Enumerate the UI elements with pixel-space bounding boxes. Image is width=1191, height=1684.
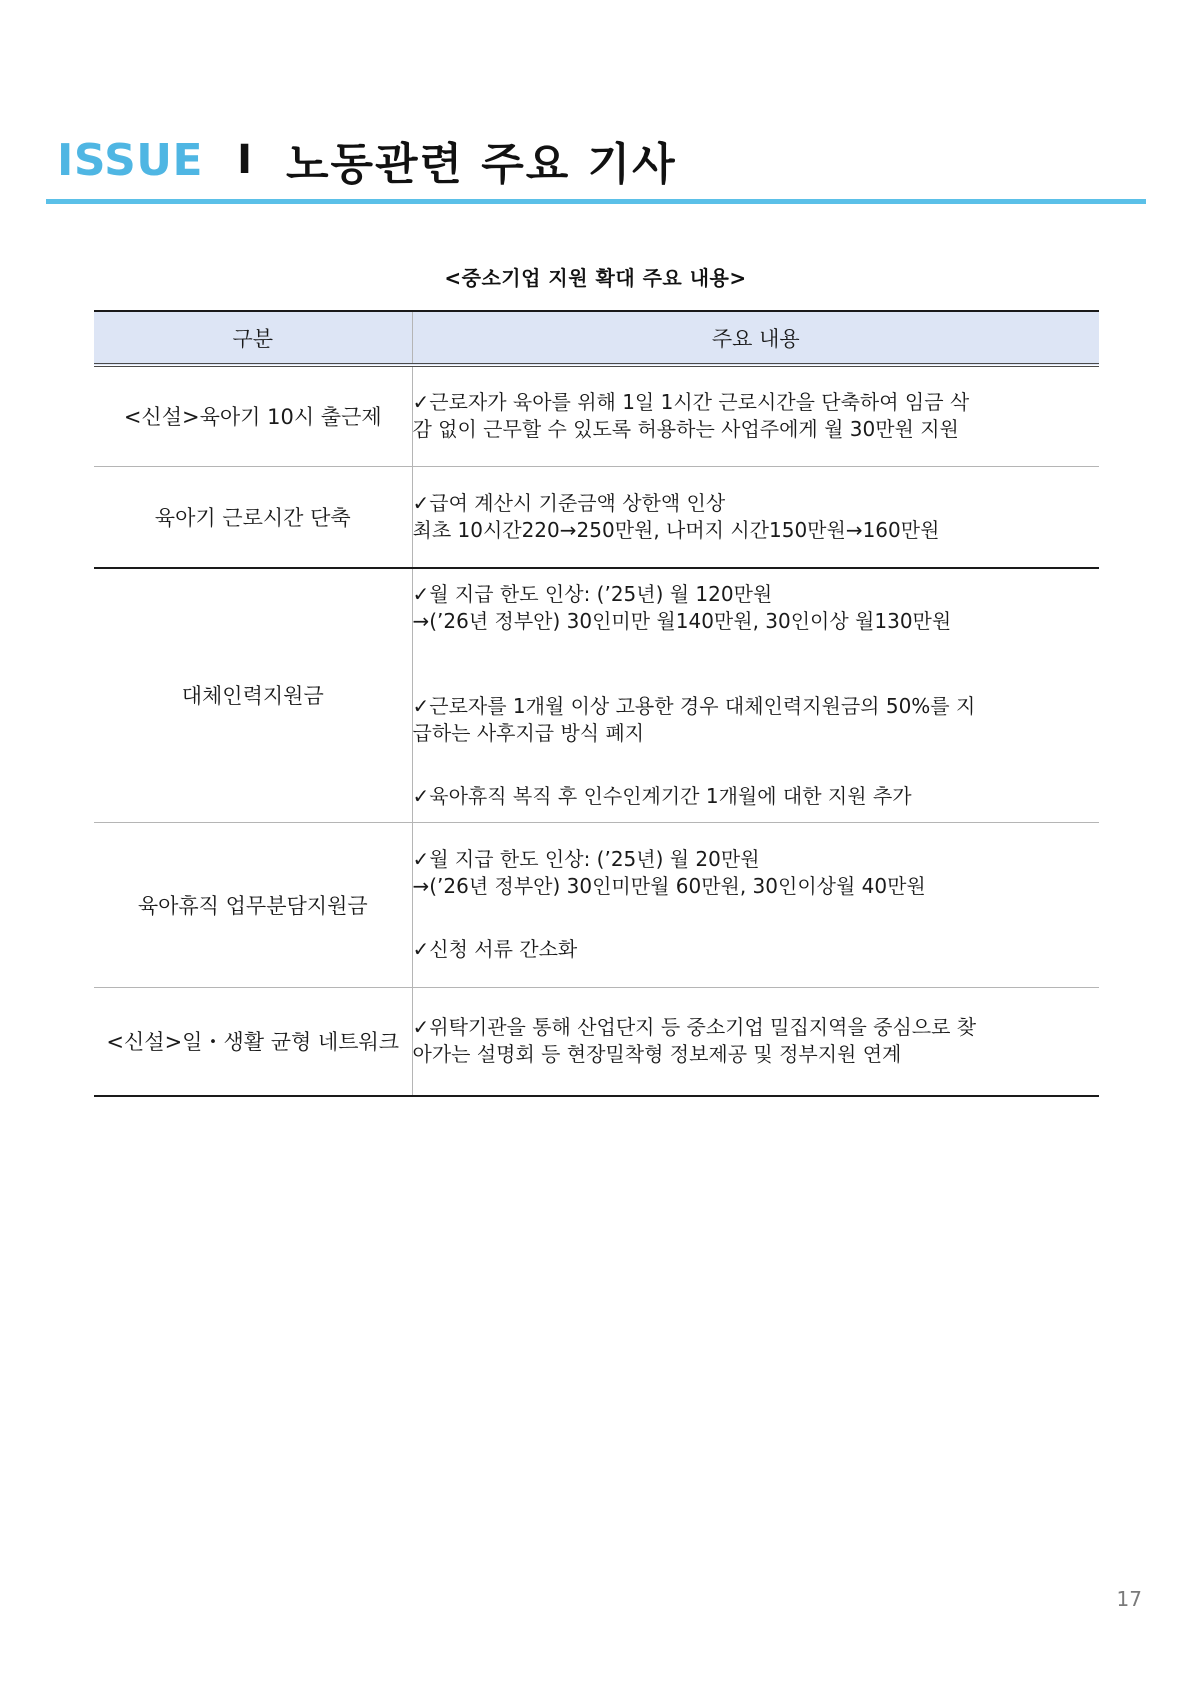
- content-line: 감 없이 근무할 수 있도록 허용하는 사업주에게 월 30만원 지원: [412, 417, 959, 442]
- row-category: 육아휴직 업무분담지원금: [137, 893, 368, 918]
- content-line: ✓근로자가 육아를 위해 1일 1시간 근로시간을 단축하여 임금 삭: [412, 390, 970, 415]
- content-line: ✓위탁기관을 통해 산업단지 등 중소기업 밀집지역을 중심으로 찾: [412, 1015, 977, 1040]
- table-row: [94, 987, 1099, 1096]
- content-item: [413, 1014, 1100, 1068]
- column-header-content: 주요 내용: [412, 311, 1099, 365]
- column-header-category: 구분: [94, 311, 412, 365]
- title-separator: I: [237, 137, 252, 183]
- content-line: 최초 10시간220→250만원, 나머지 시간150만원→160만원: [412, 517, 940, 542]
- row-category: 육아기 근로시간 단축: [154, 505, 351, 530]
- table-row: [94, 466, 1099, 568]
- content-item: [413, 490, 1100, 544]
- table-row: [94, 822, 1099, 987]
- content-item: [413, 936, 1100, 963]
- table-header-row: [94, 311, 1099, 365]
- row-content: [412, 365, 1099, 466]
- content-item: [413, 783, 1100, 810]
- row-content: [412, 568, 1099, 822]
- content-line: →(’26년 정부안) 30인미만월 60만원, 30인이상월 40만원: [412, 874, 926, 898]
- content-line: ✓신청 서류 간소화: [412, 937, 578, 961]
- content-item: [413, 693, 1100, 747]
- section-label: ISSUE: [57, 134, 204, 186]
- content-line: 급하는 사후지급 방식 폐지: [412, 720, 645, 745]
- content-line: 아가는 설명회 등 현장밀착형 정보제공 및 정부지원 연계: [412, 1042, 902, 1067]
- row-category: 대체인력지원금: [181, 684, 324, 709]
- row-content: [412, 466, 1099, 568]
- table-row: [94, 365, 1099, 466]
- content-line: ✓월 지급 한도 인상: (’25년) 월 20만원: [412, 847, 760, 871]
- content-line: ✓육아휴직 복직 후 인수인계기간 1개월에 대한 지원 추가: [412, 783, 912, 808]
- row-category: <신설>육아기 10시 출근제: [123, 405, 382, 430]
- content-item: [413, 581, 1100, 635]
- row-content: [412, 987, 1099, 1096]
- content-line: ✓월 지급 한도 인상: (’25년) 월 120만원: [412, 581, 773, 606]
- table-row: [94, 568, 1099, 822]
- page-header: [57, 130, 677, 190]
- support-table: [94, 310, 1099, 1097]
- content-line: ✓급여 계산시 기준금액 상한액 인상: [412, 490, 726, 515]
- page-number: 17: [1116, 1587, 1142, 1611]
- page-title: 노동관련 주요 기사: [285, 139, 677, 190]
- content-line: →(’26년 정부안) 30인미만 월140만원, 30인이상 월130만원: [412, 608, 952, 633]
- row-content: [412, 822, 1099, 987]
- row-category: <신설>일・생활 균형 네트워크: [106, 1030, 400, 1055]
- content-item: [413, 846, 1100, 900]
- table-caption: <중소기업 지원 확대 주요 내용>: [444, 266, 747, 290]
- content-item: [413, 389, 1100, 443]
- title-underline: [46, 199, 1146, 204]
- content-line: ✓근로자를 1개월 이상 고용한 경우 대체인력지원금의 50%를 지: [412, 693, 976, 718]
